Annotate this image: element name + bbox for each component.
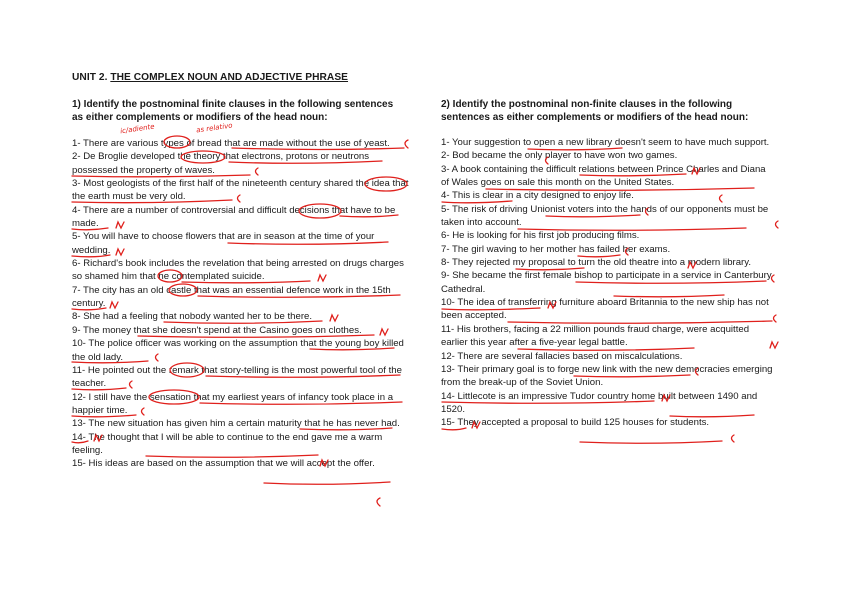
exercise-1-item: 7- The city has an old castle that was an essential defence work in the 15th century. — [72, 284, 391, 310]
pen-letter-c — [377, 498, 380, 506]
exercise-2-item: 9- She became the first female bishop to participate in a service in Canterbury Cathedral. — [441, 270, 772, 295]
exercise-2-item: 8- They rejected my proposal to turn the old theatre into a modern library. — [441, 257, 752, 269]
exercise-2-item: 14- Littlecote is an impressive Tudor country home built between 1490 and 1520. — [441, 390, 758, 415]
exercise-1-item: 6- Richard's book includes the revelation that being arrested on drugs charges so shamed him that he contemplated suicide. — [72, 258, 404, 283]
title-underlined: THE COMPLEX NOUN AND ADJECTIVE PHRASE — [110, 72, 349, 83]
exercise-1-item: 2- De Broglie developed the theory that electrons, protons or neutrons possessed the property of waves. — [72, 151, 370, 176]
exercise-1-item: 1- There are various types of bread that are made without the use of yeast. — [72, 138, 390, 149]
exercise-2-item: 4- This is clear in a city designed to enjoy life. — [441, 190, 634, 202]
exercise-2 — [441, 98, 776, 430]
exercise-1-item: 13- The new situation has given him a certain maturity that he has never had. — [72, 418, 400, 430]
title-prefix: UNIT 2. — [72, 72, 111, 83]
exercise-2-item: 10- The idea of transferring furniture aboard Britannia to the new ship has not been accepted. — [441, 297, 769, 322]
exercise-1-item: 5- You will have to choose flowers that are in season at the time of your wedding. — [72, 231, 375, 256]
exercise-2-item: 11- His brothers, facing a 22 million pounds fraud charge, were acquitted earlier this year after a five-year legal battle. — [441, 323, 750, 349]
exercise-2-heading: 2) Identify the postnominal non-finite clauses in the following sentences as either complements or modifiers of the head noun: — [441, 99, 749, 123]
exercise-2-item: 2- Bod became the only player to have won two games. — [441, 150, 678, 162]
exercise-2-item: 5- The risk of driving Unionist voters into the hands of our opponents must be taken into account. — [441, 203, 769, 229]
exercise-1-item: 11- He pointed out the remark that story-telling is the most powerful tool of the teacher. — [72, 364, 402, 390]
exercise-1-item: 14- The thought that I will be able to continue to the end gave me a warm feeling. — [72, 431, 383, 456]
exercise-1-item: 9- The money that she doesn't spend at the Casino goes on clothes. — [72, 324, 362, 336]
exercise-2-item: 13- Their primary goal is to forge new link with the new democracies emerging from the break-up of the Soviet Union. — [441, 363, 773, 389]
pen-underline — [264, 482, 390, 484]
exercise-2-item: 15- They accepted a proposal to build 125 houses for students. — [441, 417, 710, 429]
pen-underline — [580, 441, 722, 443]
exercise-2-item: 3- A book containing the difficult relations between Prince Charles and Diana of Wales goes on sale this month on the United States. — [441, 163, 766, 189]
exercise-1-item: 3- Most geologists of the first half of the nineteenth century shared the idea that the earth must be very old. — [72, 178, 409, 203]
exercise-1-item: 10- The police officer was working on the assumption that the young boy killed the old lady. — [72, 338, 404, 363]
exercise-1-item: 12- I still have the sensation that my earliest years of infancy took place in a happier time. — [72, 391, 394, 416]
exercise-1-item: 15- His ideas are based on the assumption that we will accept the offer. — [72, 458, 375, 470]
page-title — [72, 72, 348, 83]
pen-letter-c — [732, 435, 735, 442]
exercise-1-item: 4- There are a number of controversial and difficult decisions that have to be made. — [72, 204, 396, 230]
handwritten-note: as relativo — [195, 121, 234, 135]
exercise-2-item: 7- The girl waving to her mother has failed her exams. — [441, 243, 671, 255]
exercise-1-heading: 1) Identify the postnominal finite clauses in the following sentences as either complements or modifiers of the head noun: — [72, 99, 394, 123]
handwritten-note: ic/adiente — [119, 122, 156, 136]
exercise-1 — [72, 98, 412, 471]
exercise-2-item: 12- There are several fallacies based on miscalculations. — [441, 350, 683, 362]
exercise-1-item: 8- She had a feeling that nobody wanted her to be there. — [72, 311, 313, 323]
exercise-2-item: 6- He is looking for his first job producing films. — [441, 230, 640, 242]
exercise-2-item: 1- Your suggestion to open a new library doesn't seem to have much support. — [441, 137, 770, 148]
